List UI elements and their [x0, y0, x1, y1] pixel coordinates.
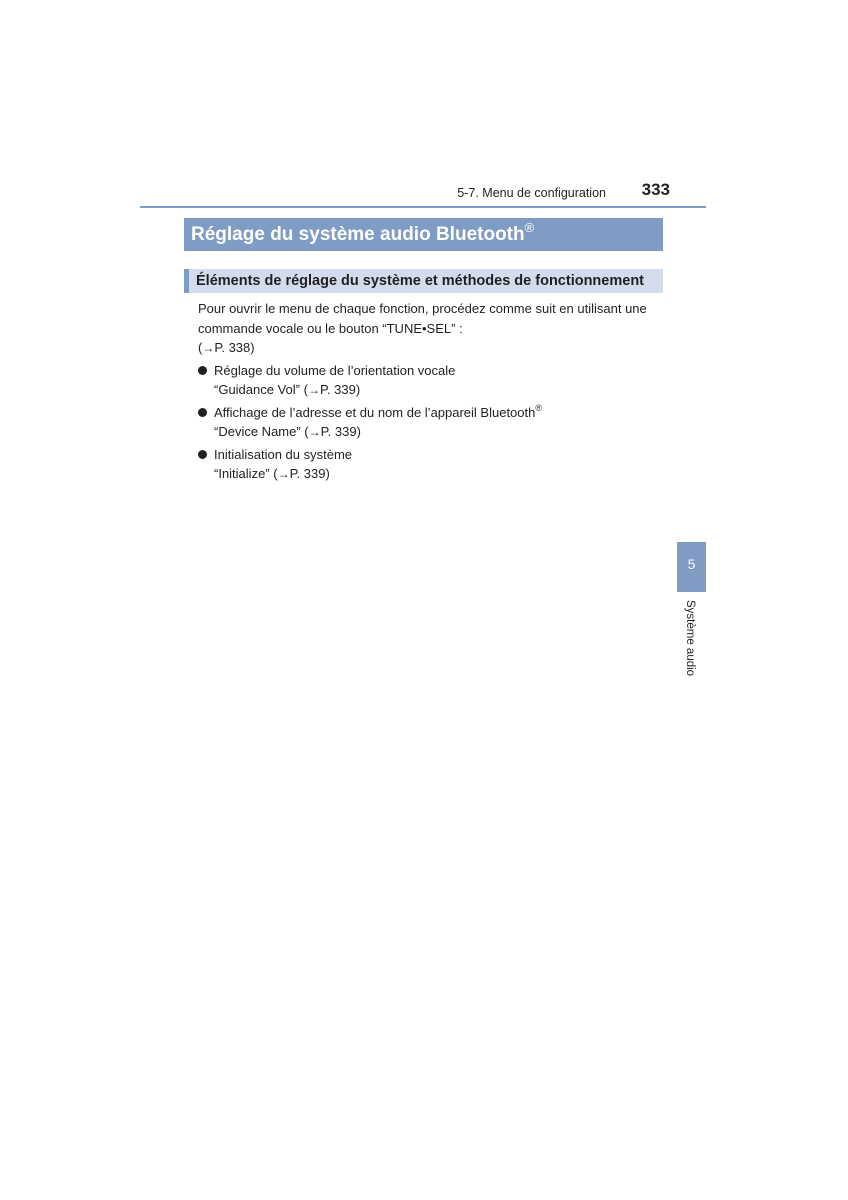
page-reference[interactable]: P. 339 [320, 424, 357, 439]
intro-line-2: commande vocale ou le bouton “TUNE•SEL” : [198, 320, 463, 336]
page-title-text: Réglage du système audio Bluetooth [191, 224, 525, 245]
section-title: 5-7. Menu de configuration [457, 186, 606, 200]
list-item: Initialisation du système “Initialize” (→P. 339) [198, 445, 664, 485]
page-reference[interactable]: P. 339 [319, 382, 356, 397]
page-reference[interactable]: P. 339 [289, 466, 326, 481]
page-reference[interactable]: P. 338 [214, 340, 251, 355]
reference-arrow-icon: → [308, 425, 321, 439]
bullet-icon [198, 366, 207, 375]
registered-mark: ® [535, 402, 543, 413]
registered-mark: ® [524, 220, 535, 235]
page-title [184, 218, 663, 251]
list-item: Affichage de l’adresse et du nom de l’appareil Bluetooth® “Device Name” (→P. 339) [198, 403, 664, 443]
chapter-tab[interactable]: 5 [677, 542, 706, 592]
bullet-icon [198, 450, 207, 459]
page-number: 333 [641, 180, 670, 199]
page-header [140, 176, 706, 206]
body-text [198, 299, 664, 485]
settings-list [198, 361, 664, 485]
bullet-icon [198, 408, 207, 417]
reference-arrow-icon: → [202, 341, 215, 355]
list-item: Réglage du volume de l’orientation vocale “Guidance Vol” (→P. 339) [198, 361, 664, 401]
header-rule [140, 206, 706, 208]
chapter-label: Système audio [684, 600, 696, 677]
item-command: “Guidance Vol” [214, 382, 300, 397]
item-label: Initialisation du système [214, 446, 353, 462]
reference-arrow-icon: → [307, 383, 320, 397]
item-command: “Initialize” [214, 466, 270, 481]
reference-arrow-icon: → [277, 467, 290, 481]
intro-paragraph: Pour ouvrir le menu de chaque fonction, procédez comme suit en utilisant une commande vocale ou le bouton “TUNE•SEL” : (→P. 338) [198, 301, 647, 355]
intro-line-1: Pour ouvrir le menu de chaque fonction, procédez comme suit en utilisant une [198, 301, 647, 316]
item-command: “Device Name” [214, 424, 301, 439]
section-subtitle: Éléments de réglage du système et méthodes de fonctionnement [184, 269, 663, 293]
item-label: Réglage du volume de l’orientation vocale [214, 362, 456, 378]
item-label: Affichage de l’adresse et du nom de l’appareil Bluetooth [214, 404, 536, 420]
